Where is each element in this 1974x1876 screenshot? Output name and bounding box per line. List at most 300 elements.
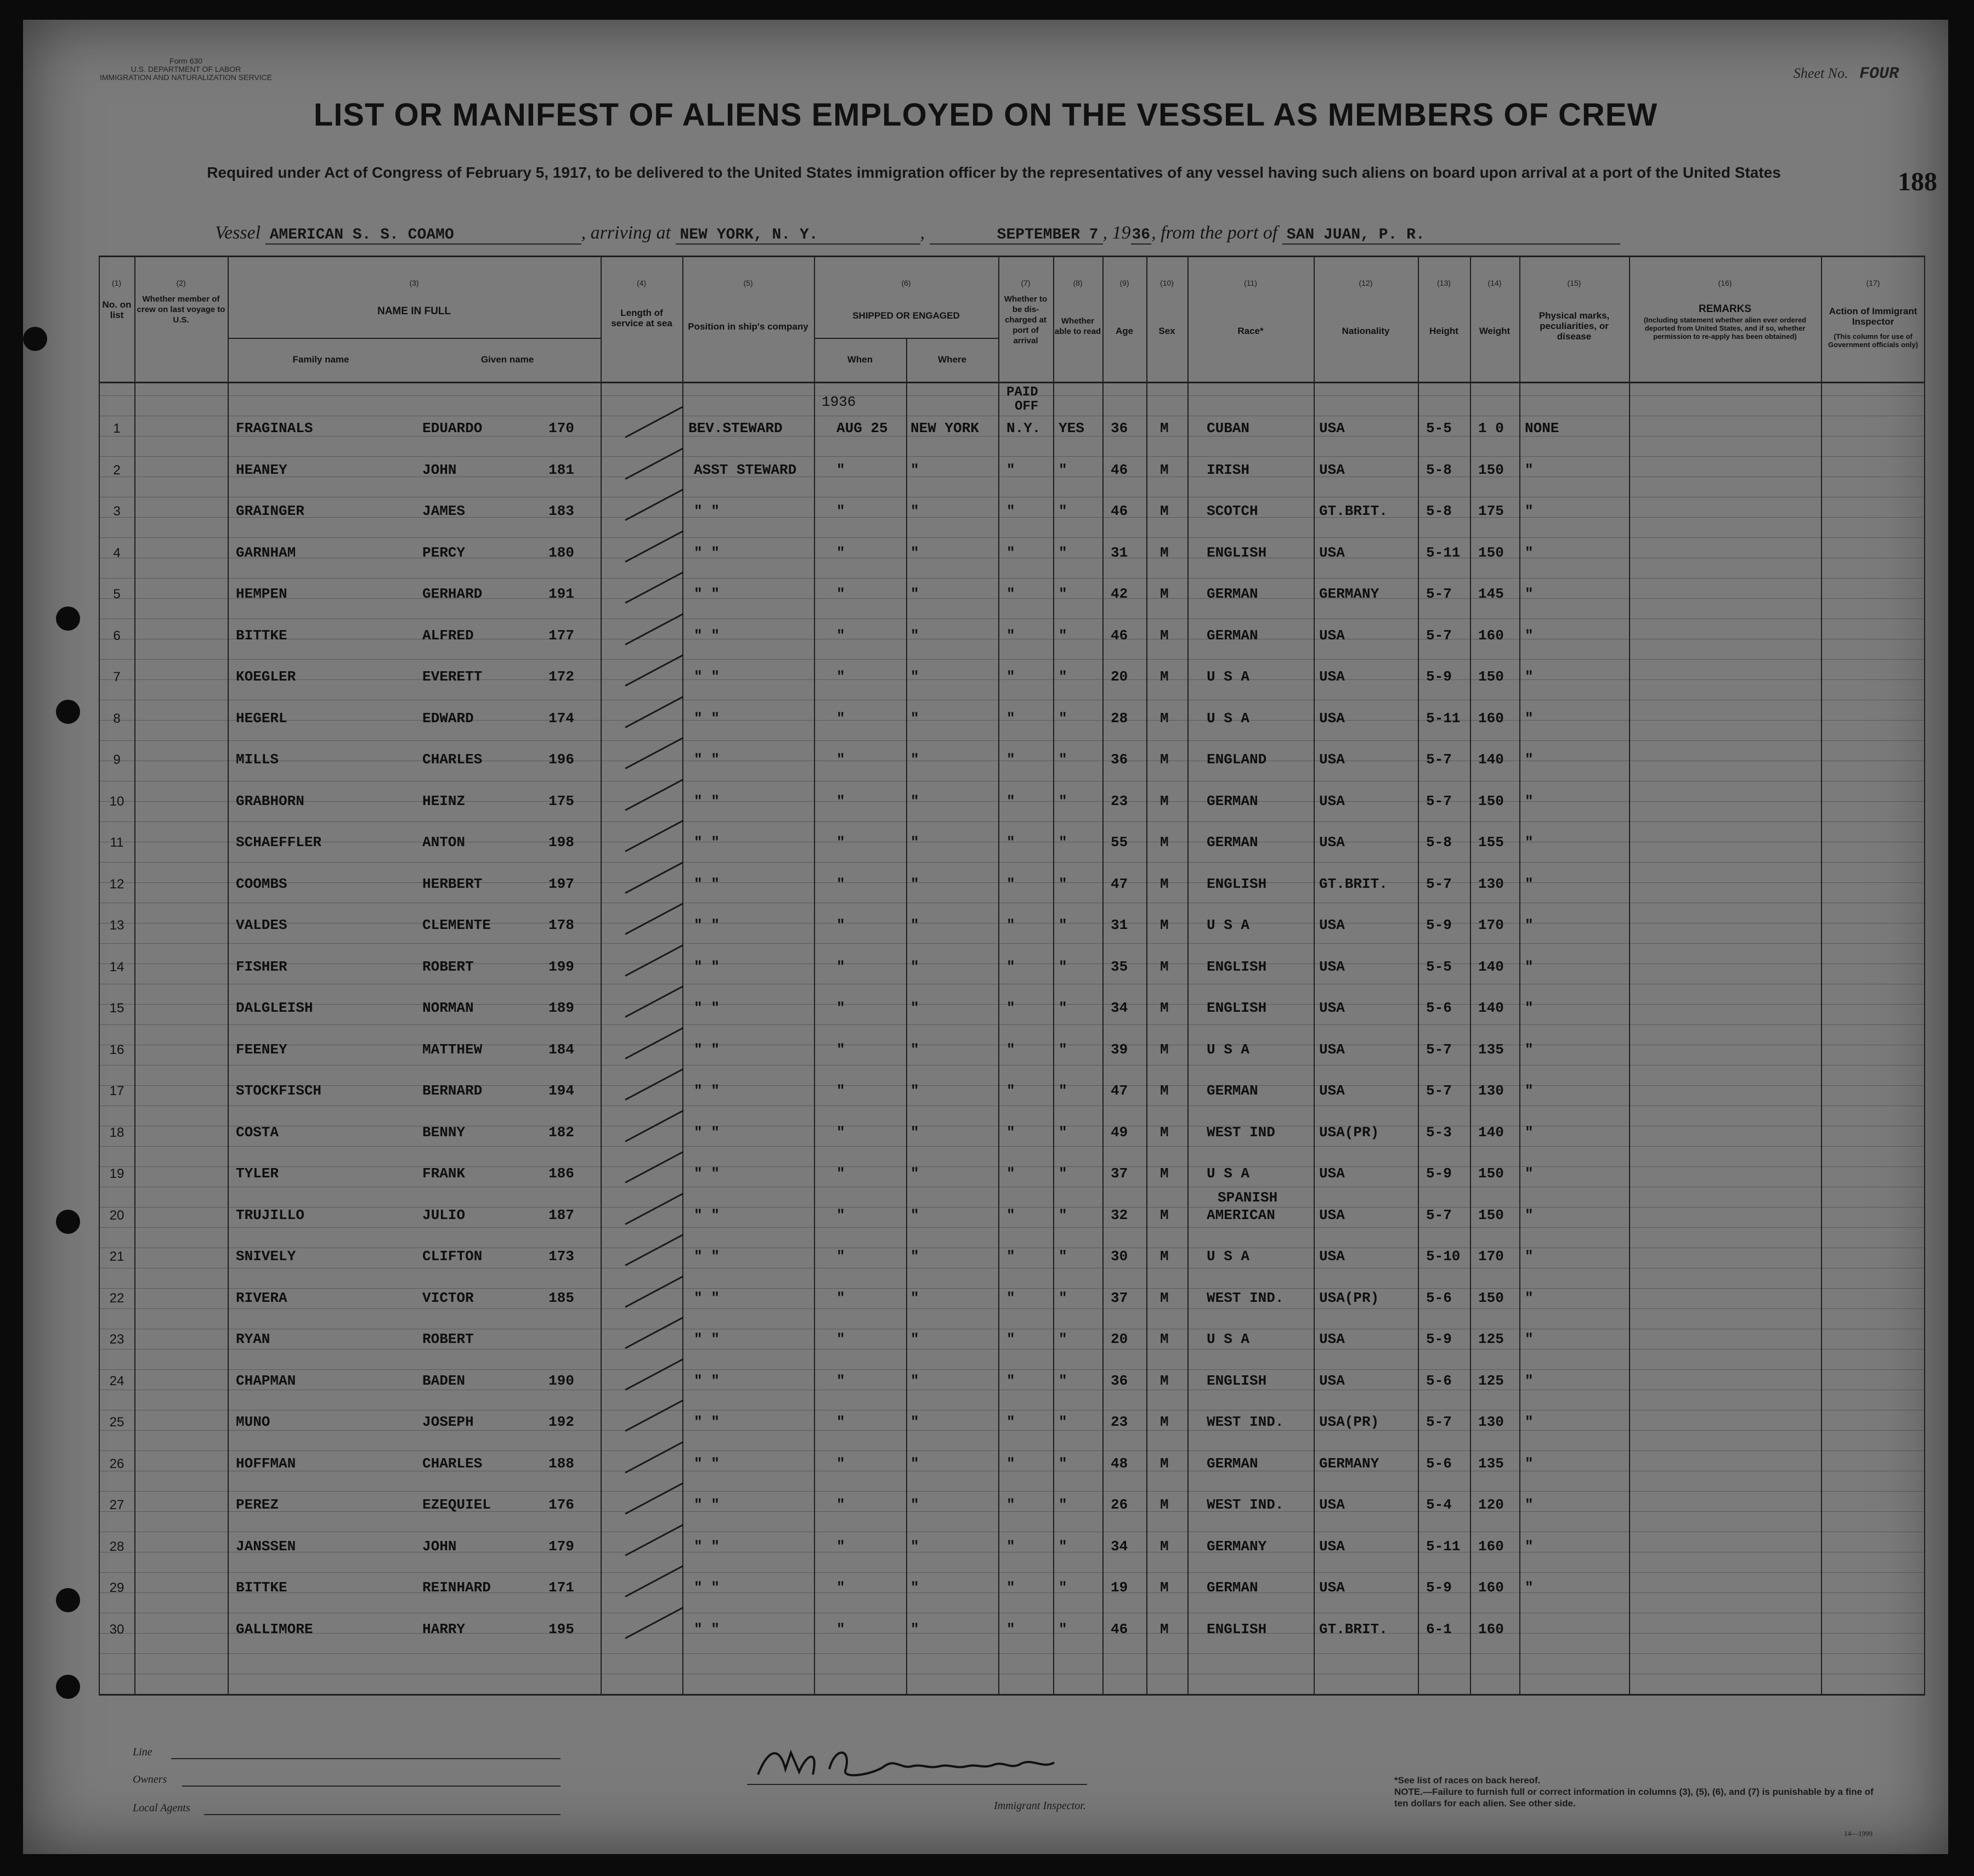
sheet-number (1794, 65, 1899, 83)
position: " " (694, 1579, 720, 1596)
col-num-2: (2) (176, 279, 186, 287)
given-name: REINHARD (422, 1579, 491, 1596)
physical-marks: " (1525, 627, 1534, 644)
weight: 160 (1478, 627, 1504, 644)
col-num-5: (5) (743, 279, 753, 287)
shipped-where: " (910, 1124, 919, 1141)
physical-marks: " (1525, 1414, 1534, 1430)
service-check-mark (625, 1068, 683, 1101)
race: ENGLISH (1207, 544, 1267, 561)
height: 5-7 (1426, 751, 1452, 768)
height: 6-1 (1426, 1620, 1452, 1637)
weight: 170 (1478, 917, 1504, 933)
physical-marks: " (1525, 544, 1534, 561)
sex: M (1160, 586, 1169, 602)
physical-marks: " (1525, 668, 1534, 685)
given-name: ROBERT (422, 1331, 474, 1347)
shipped-where: " (910, 1331, 919, 1347)
physical-marks: " (1525, 1538, 1534, 1555)
given-name: HARRY (422, 1620, 466, 1637)
form-number: Form 630 (169, 56, 202, 65)
given-name: JOSEPH (422, 1414, 474, 1430)
physical-marks: " (1525, 1124, 1534, 1141)
departure-port: SAN JUAN, P. R. (1282, 226, 1620, 245)
row-rule (99, 1572, 1925, 1573)
shipped-where: " (910, 834, 919, 851)
shipped-where: " (910, 668, 919, 685)
height: 5-6 (1426, 1289, 1452, 1306)
shipped-where: " (910, 1206, 919, 1223)
able-to-read: " (1059, 751, 1067, 768)
col-head-marks: Physical marks, peculiarities, or disease (1539, 310, 1610, 342)
age: 23 (1111, 1414, 1128, 1430)
binder-hole (56, 1210, 80, 1234)
crew-code: 173 (548, 1248, 574, 1265)
weight: 150 (1478, 544, 1504, 561)
race: GERMAN (1207, 834, 1258, 851)
service-check-mark (625, 778, 683, 811)
nationality: USA (1319, 544, 1345, 561)
sex: M (1160, 1414, 1169, 1430)
able-to-read: " (1059, 1165, 1067, 1182)
column-divider (814, 256, 815, 1695)
crew-code: 188 (548, 1455, 574, 1472)
row-number: 25 (109, 1415, 125, 1430)
age: 48 (1111, 1455, 1128, 1472)
nationality: USA (1319, 668, 1345, 685)
nationality: USA (1319, 1082, 1345, 1099)
position: " " (694, 627, 720, 644)
family-name: MUNO (236, 1414, 270, 1430)
row-number: 21 (109, 1249, 125, 1264)
discharged: " (1006, 1248, 1015, 1265)
age: 47 (1111, 1082, 1128, 1099)
able-to-read: " (1059, 1082, 1067, 1099)
family-name: FEENEY (236, 1041, 287, 1058)
nationality: GERMANY (1319, 1455, 1379, 1472)
service-check-mark (625, 737, 683, 769)
able-to-read: " (1059, 1289, 1067, 1306)
family-name: BITTKE (236, 627, 287, 644)
discharged: " (1006, 1124, 1015, 1141)
shipped-when: " (836, 503, 845, 519)
position: " " (694, 1455, 720, 1472)
physical-marks: " (1525, 958, 1534, 975)
shipped-when: " (836, 792, 845, 809)
crew-code: 196 (548, 751, 574, 768)
weight: 150 (1478, 668, 1504, 685)
able-to-read: " (1059, 1124, 1067, 1141)
discharged: " (1006, 1372, 1015, 1389)
shipped-when: " (836, 1331, 845, 1347)
shipped-when: " (836, 1372, 845, 1389)
nationality: GT.BRIT. (1319, 503, 1388, 519)
position: " " (694, 875, 720, 892)
col-num-13: (13) (1437, 279, 1451, 287)
nationality: USA(PR) (1319, 1289, 1379, 1306)
crew-code: 174 (548, 710, 574, 727)
physical-marks: " (1525, 1579, 1534, 1596)
weight: 140 (1478, 1000, 1504, 1016)
sex: M (1160, 875, 1169, 892)
race: ENGLISH (1207, 1620, 1267, 1637)
age: 31 (1111, 544, 1128, 561)
col-head-action: Action of Immigrant Inspector (1829, 306, 1918, 327)
row-number: 22 (109, 1290, 125, 1306)
column-divider (99, 256, 100, 1695)
footer-line-rule (171, 1758, 561, 1759)
sex: M (1160, 1206, 1169, 1223)
shipped-when: AUG 25 (836, 420, 888, 437)
service-check-mark (625, 1234, 683, 1266)
sex: M (1160, 1620, 1169, 1637)
page-number: 188 (1898, 167, 1937, 196)
family-name: PEREZ (236, 1497, 279, 1513)
discharged: " (1006, 917, 1015, 933)
col-head-discharged: Whether to be dis- charged at port of arrival (1004, 294, 1048, 345)
discharged: " (1006, 1082, 1015, 1099)
position: " " (694, 1206, 720, 1223)
binder-hole (56, 1588, 80, 1612)
weight: 140 (1478, 958, 1504, 975)
row-number: 20 (109, 1208, 125, 1223)
physical-marks: " (1525, 1165, 1534, 1182)
family-name: GRAINGER (236, 503, 304, 519)
race: GERMAN (1207, 1082, 1258, 1099)
crew-code: 181 (548, 461, 574, 478)
service-check-mark (625, 1275, 683, 1307)
service-check-mark (625, 613, 683, 645)
given-name: ROBERT (422, 958, 474, 975)
shipped-when: " (836, 1289, 845, 1306)
row-number: 3 (113, 504, 121, 519)
discharged: " (1006, 1620, 1015, 1637)
discharged: " (1006, 586, 1015, 602)
page-subtitle: Required under Act of Congress of February 5, 1917, to be delivered to the United States immigration officer by the representatives of any vessel having such aliens on board upon arrival at a port of the United States (207, 164, 1781, 181)
row-rule (99, 1146, 1925, 1147)
shipped-when: " (836, 1620, 845, 1637)
footer-notes (1394, 1775, 1888, 1809)
physical-marks: " (1525, 751, 1534, 768)
weight: 140 (1478, 1124, 1504, 1141)
row-number: 14 (109, 959, 125, 974)
physical-marks: " (1525, 1000, 1534, 1016)
race: GERMAN (1207, 1579, 1258, 1596)
row-rule (99, 537, 1925, 538)
age: 20 (1111, 1331, 1128, 1347)
footer-agents-label: Local Agents (133, 1802, 190, 1814)
position: " " (694, 1124, 720, 1141)
weight: 155 (1478, 834, 1504, 851)
shipped-when: " (836, 586, 845, 602)
position: " " (694, 1082, 720, 1099)
shipped-when: " (836, 627, 845, 644)
col-num-16: (16) (1718, 279, 1732, 287)
footer-owners-rule (182, 1786, 561, 1787)
discharged: " (1006, 627, 1015, 644)
shipped-where: " (910, 875, 919, 892)
physical-marks: " (1525, 503, 1534, 519)
col-head-weight: Weight (1479, 326, 1511, 336)
row-rule (99, 1369, 1925, 1370)
column-divider (1314, 256, 1315, 1695)
shipped-where: " (910, 792, 919, 809)
race: U S A (1207, 917, 1250, 933)
shipped-when: " (836, 1414, 845, 1430)
sex: M (1160, 544, 1169, 561)
shipped-where: " (910, 1041, 919, 1058)
family-name: SCHAEFFLER (236, 834, 322, 851)
col-num-4: (4) (636, 279, 647, 287)
age: 34 (1111, 1000, 1128, 1016)
nationality: GERMANY (1319, 586, 1379, 602)
race: IRISH (1207, 461, 1250, 478)
weight: 135 (1478, 1041, 1504, 1058)
able-to-read: " (1059, 461, 1067, 478)
discharged: " (1006, 792, 1015, 809)
shipped-where: " (910, 503, 919, 519)
discharged: " (1006, 1289, 1015, 1306)
sex: M (1160, 1124, 1169, 1141)
discharged: " (1006, 668, 1015, 685)
row-rule (99, 578, 1925, 579)
age: 37 (1111, 1289, 1128, 1306)
sex: M (1160, 1165, 1169, 1182)
shipped-when: " (836, 834, 845, 851)
shipped-where: " (910, 710, 919, 727)
weight: 160 (1478, 1538, 1504, 1555)
shipped-when: " (836, 1455, 845, 1472)
discharged: " (1006, 1497, 1015, 1513)
given-name: JAMES (422, 503, 466, 519)
sex: M (1160, 1372, 1169, 1389)
given-name: PERCY (422, 544, 466, 561)
given-name: BADEN (422, 1372, 466, 1389)
crew-code: 198 (548, 834, 574, 851)
column-divider (1187, 256, 1189, 1695)
physical-marks: " (1525, 1455, 1534, 1472)
race: U S A (1207, 1041, 1250, 1058)
discharged: " (1006, 875, 1015, 892)
col-num-1: (1) (111, 279, 122, 287)
position: " " (694, 1497, 720, 1513)
crew-code: 183 (548, 503, 574, 519)
family-name: HEGERL (236, 710, 287, 727)
shipped-where: " (910, 917, 919, 933)
age: 35 (1111, 958, 1128, 975)
row-rule (99, 456, 1925, 457)
shipped-when: " (836, 1579, 845, 1596)
shipped-when: " (836, 1538, 845, 1555)
shipped-when: " (836, 1206, 845, 1223)
weight: 175 (1478, 503, 1504, 519)
row-number: 10 (109, 794, 125, 809)
position: " " (694, 1538, 720, 1555)
height: 5-7 (1426, 1041, 1452, 1058)
shipped-where: " (910, 586, 919, 602)
shipped-when: " (836, 1000, 845, 1016)
discharged: " (1006, 461, 1015, 478)
page-title: LIST OR MANIFEST OF ALIENS EMPLOYED ON THE VESSEL AS MEMBERS OF CREW (313, 97, 1658, 133)
physical-marks: " (1525, 1331, 1534, 1347)
discharged: " (1006, 1165, 1015, 1182)
weight: 130 (1478, 875, 1504, 892)
row-rule (99, 943, 1925, 944)
shipped-where: " (910, 1538, 919, 1555)
column-divider (601, 256, 602, 1695)
service-check-mark (625, 820, 683, 852)
height: 5-7 (1426, 586, 1452, 602)
nationality: USA (1319, 1538, 1345, 1555)
height: 5-7 (1426, 1206, 1452, 1223)
shipped-where: " (910, 1000, 919, 1016)
family-name: GALLIMORE (236, 1620, 313, 1637)
service-check-mark (625, 1523, 683, 1556)
races-note: *See list of races on back hereof. (1394, 1775, 1541, 1786)
physical-marks: " (1525, 1497, 1534, 1513)
physical-marks: " (1525, 1289, 1534, 1306)
weight: 140 (1478, 751, 1504, 768)
weight: 145 (1478, 586, 1504, 602)
sex: M (1160, 1538, 1169, 1555)
position: " " (694, 834, 720, 851)
row-number: 15 (109, 1001, 125, 1016)
sex: M (1160, 420, 1169, 437)
column-divider (1924, 256, 1925, 1695)
height: 5-7 (1426, 1082, 1452, 1099)
col-num-7: (7) (1021, 279, 1031, 287)
able-to-read: " (1059, 1331, 1067, 1347)
position: ASST STEWARD (694, 461, 797, 478)
age: 32 (1111, 1206, 1128, 1223)
crew-table (99, 256, 1925, 1695)
table-top-border (99, 256, 1925, 257)
row-rule (99, 1227, 1925, 1228)
position: " " (694, 710, 720, 727)
nationality: USA (1319, 1165, 1345, 1182)
position: " " (694, 1041, 720, 1058)
col-num-9: (9) (1119, 279, 1129, 287)
crew-code: 194 (548, 1082, 574, 1099)
able-to-read: " (1059, 586, 1067, 602)
position: " " (694, 544, 720, 561)
shipped-year: 1936 (822, 394, 856, 410)
race: U S A (1207, 1248, 1250, 1265)
weight: 150 (1478, 792, 1504, 809)
weight: 150 (1478, 461, 1504, 478)
nationality: USA (1319, 1331, 1345, 1347)
position: " " (694, 917, 720, 933)
binder-hole (56, 1675, 80, 1699)
row-number: 6 (113, 628, 121, 643)
given-name: CLIFTON (422, 1248, 483, 1265)
height: 5-10 (1426, 1248, 1461, 1265)
bureau: IMMIGRATION AND NATURALIZATION SERVICE (100, 73, 272, 82)
race: WEST IND (1207, 1124, 1275, 1141)
nationality: USA(PR) (1319, 1124, 1379, 1141)
arriving-port: NEW YORK, N. Y. (676, 226, 920, 245)
race: U S A (1207, 668, 1250, 685)
service-check-mark (625, 985, 683, 1018)
sex: M (1160, 1041, 1169, 1058)
service-check-mark (625, 903, 683, 935)
binder-hole (56, 700, 80, 724)
able-to-read: " (1059, 1414, 1067, 1430)
shipped-where: NEW YORK (910, 420, 979, 437)
height: 5-5 (1426, 958, 1452, 975)
col-head-action-note: (This column for use of Government officials only) (1828, 332, 1918, 349)
shipped-where: " (910, 1455, 919, 1472)
family-name: CHAPMAN (236, 1372, 296, 1389)
crew-code: 189 (548, 1000, 574, 1016)
table-bottom-border (99, 1694, 1925, 1696)
col-head-no: No. on list (102, 299, 132, 320)
family-name: COOMBS (236, 875, 287, 892)
shipped-when: " (836, 544, 845, 561)
weight: 130 (1478, 1414, 1504, 1430)
sex: M (1160, 1497, 1169, 1513)
crew-code: 195 (548, 1620, 574, 1637)
binder-hole (23, 327, 47, 351)
sex: M (1160, 1082, 1169, 1099)
discharged: " (1006, 958, 1015, 975)
row-number: 16 (109, 1042, 125, 1057)
arrival-year: 36 (1132, 226, 1151, 243)
inspector-signature (747, 1736, 1087, 1791)
col-num-15: (15) (1567, 279, 1581, 287)
column-divider (1470, 256, 1471, 1695)
vessel-line: Vessel AMERICAN S. S. COAMO , arriving at NEW YORK, N. Y. , SEPTEMBER 7 , 1936, from the port of SAN JUAN, P. R. (215, 223, 1620, 245)
discharged: " (1006, 503, 1015, 519)
column-divider (228, 256, 229, 1695)
physical-marks: " (1525, 1372, 1534, 1389)
age: 20 (1111, 668, 1128, 685)
weight: 130 (1478, 1082, 1504, 1099)
weight: 120 (1478, 1497, 1504, 1513)
discharged: N.Y. (1006, 420, 1041, 437)
inspector-label: Immigrant Inspector. (994, 1800, 1086, 1812)
service-check-mark (625, 861, 683, 893)
discharged: " (1006, 710, 1015, 727)
column-divider (1053, 256, 1054, 1695)
arrival-date: SEPTEMBER 7 (930, 226, 1103, 245)
given-name: EDUARDO (422, 420, 483, 437)
crew-code: 184 (548, 1041, 574, 1058)
physical-marks: " (1525, 1248, 1534, 1265)
shipped-where: " (910, 1248, 919, 1265)
height: 5-9 (1426, 1331, 1452, 1347)
discharged: " (1006, 544, 1015, 561)
race: ENGLAND (1207, 751, 1267, 768)
row-rule (99, 1653, 1925, 1654)
shipped-when: " (836, 917, 845, 933)
weight: 170 (1478, 1248, 1504, 1265)
row-number: 1 (113, 421, 121, 436)
weight: 1 0 (1478, 420, 1504, 437)
crew-code: 171 (548, 1579, 574, 1596)
vessel-label: Vessel (215, 223, 261, 243)
height: 5-6 (1426, 1455, 1452, 1472)
row-number: 24 (109, 1373, 125, 1388)
weight: 150 (1478, 1206, 1504, 1223)
nationality: USA (1319, 751, 1345, 768)
position: " " (694, 958, 720, 975)
shipped-when: " (836, 875, 845, 892)
col-head-age: Age (1115, 326, 1134, 336)
height: 5-11 (1426, 1538, 1461, 1555)
service-check-mark (625, 1192, 683, 1225)
age: 46 (1111, 1620, 1128, 1637)
